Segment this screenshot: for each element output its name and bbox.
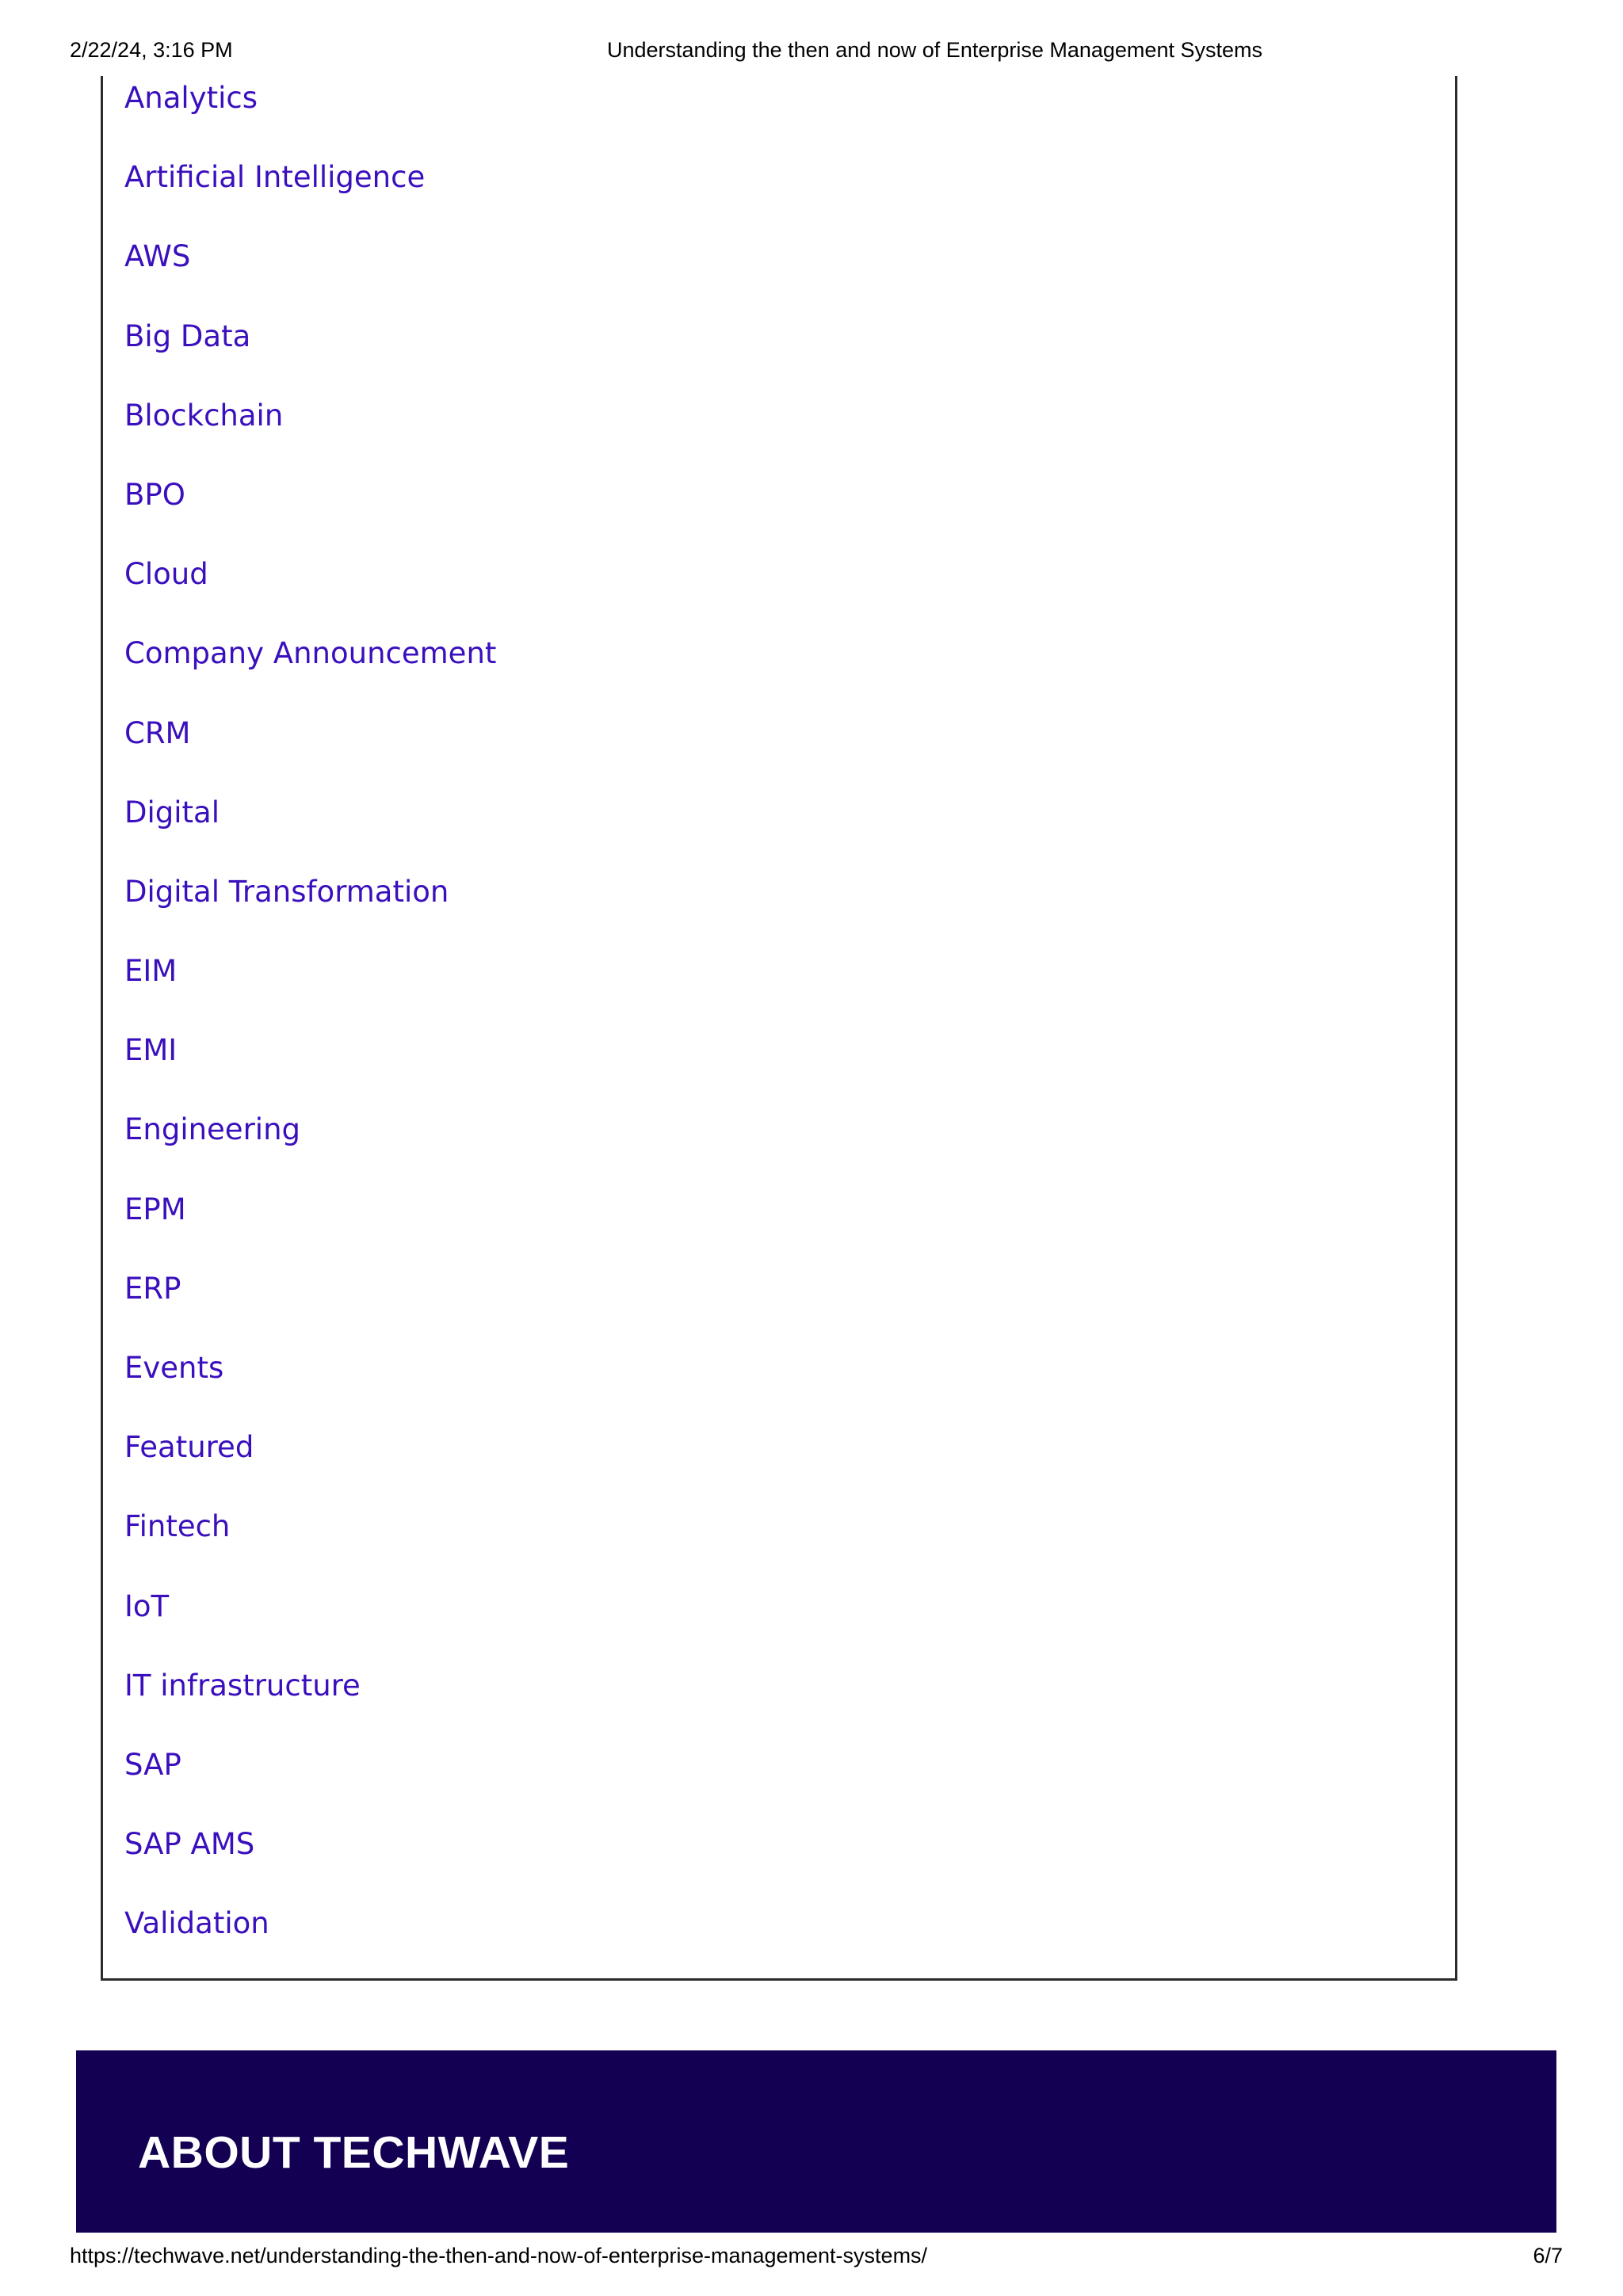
category-item[interactable] <box>124 76 496 155</box>
category-link[interactable]: Fintech <box>124 1509 231 1544</box>
category-link[interactable]: Events <box>124 1351 224 1385</box>
category-item[interactable] <box>124 1664 496 1743</box>
category-link[interactable]: Company Announcement <box>124 636 497 671</box>
category-item[interactable] <box>124 1743 496 1822</box>
print-url: https://techwave.net/understanding-the-then-and-now-of-enterprise-management-systems/ <box>70 2244 928 2267</box>
category-item[interactable] <box>124 1505 496 1584</box>
category-link[interactable]: Cloud <box>124 557 208 592</box>
print-datetime: 2/22/24, 3:16 PM <box>70 38 233 62</box>
print-header <box>0 38 1623 70</box>
about-section <box>76 2050 1556 2233</box>
category-link[interactable]: EMI <box>124 1033 178 1068</box>
category-item[interactable] <box>124 315 496 394</box>
category-link[interactable]: AWS <box>124 239 191 274</box>
category-link[interactable]: SAP <box>124 1747 181 1782</box>
category-item[interactable] <box>124 870 496 949</box>
category-item[interactable] <box>124 552 496 631</box>
category-link[interactable]: Validation <box>124 1906 269 1941</box>
category-link[interactable]: Analytics <box>124 81 258 115</box>
category-link[interactable]: Big Data <box>124 318 251 353</box>
category-link[interactable]: IT infrastructure <box>124 1668 361 1703</box>
category-list <box>124 76 496 1981</box>
category-link[interactable]: Engineering <box>124 1112 300 1147</box>
category-link[interactable]: Blockchain <box>124 398 284 433</box>
print-page-title: Understanding the then and now of Enterprise Management Systems <box>607 38 1262 62</box>
category-link[interactable]: SAP AMS <box>124 1827 255 1862</box>
category-item[interactable] <box>124 1028 496 1108</box>
category-link[interactable]: Digital Transformation <box>124 874 449 909</box>
category-link[interactable]: BPO <box>124 477 185 512</box>
category-item[interactable] <box>124 1346 496 1425</box>
category-item[interactable] <box>124 1901 496 1981</box>
category-link[interactable]: EPM <box>124 1192 186 1226</box>
category-item[interactable] <box>124 394 496 473</box>
category-item[interactable] <box>124 155 496 235</box>
categories-widget <box>101 76 1457 1981</box>
category-item[interactable] <box>124 235 496 314</box>
print-footer <box>0 2244 1623 2275</box>
category-item[interactable] <box>124 1188 496 1267</box>
category-link[interactable]: Featured <box>124 1430 254 1465</box>
about-heading: ABOUT TECHWAVE <box>138 2127 570 2178</box>
print-page-number: 6/7 <box>1533 2244 1563 2267</box>
category-item[interactable] <box>124 1108 496 1187</box>
category-item[interactable] <box>124 791 496 870</box>
category-item[interactable] <box>124 949 496 1028</box>
category-link[interactable]: EIM <box>124 954 178 989</box>
category-link[interactable]: Digital <box>124 795 220 830</box>
category-link[interactable]: ERP <box>124 1271 181 1306</box>
category-item[interactable] <box>124 1585 496 1664</box>
category-item[interactable] <box>124 631 496 711</box>
category-item[interactable] <box>124 711 496 791</box>
category-item[interactable] <box>124 1425 496 1505</box>
category-link[interactable]: CRM <box>124 715 191 750</box>
category-item[interactable] <box>124 473 496 552</box>
category-link[interactable]: IoT <box>124 1589 170 1623</box>
category-item[interactable] <box>124 1822 496 1901</box>
category-link[interactable]: Artificial Intelligence <box>124 160 426 195</box>
category-item[interactable] <box>124 1267 496 1346</box>
